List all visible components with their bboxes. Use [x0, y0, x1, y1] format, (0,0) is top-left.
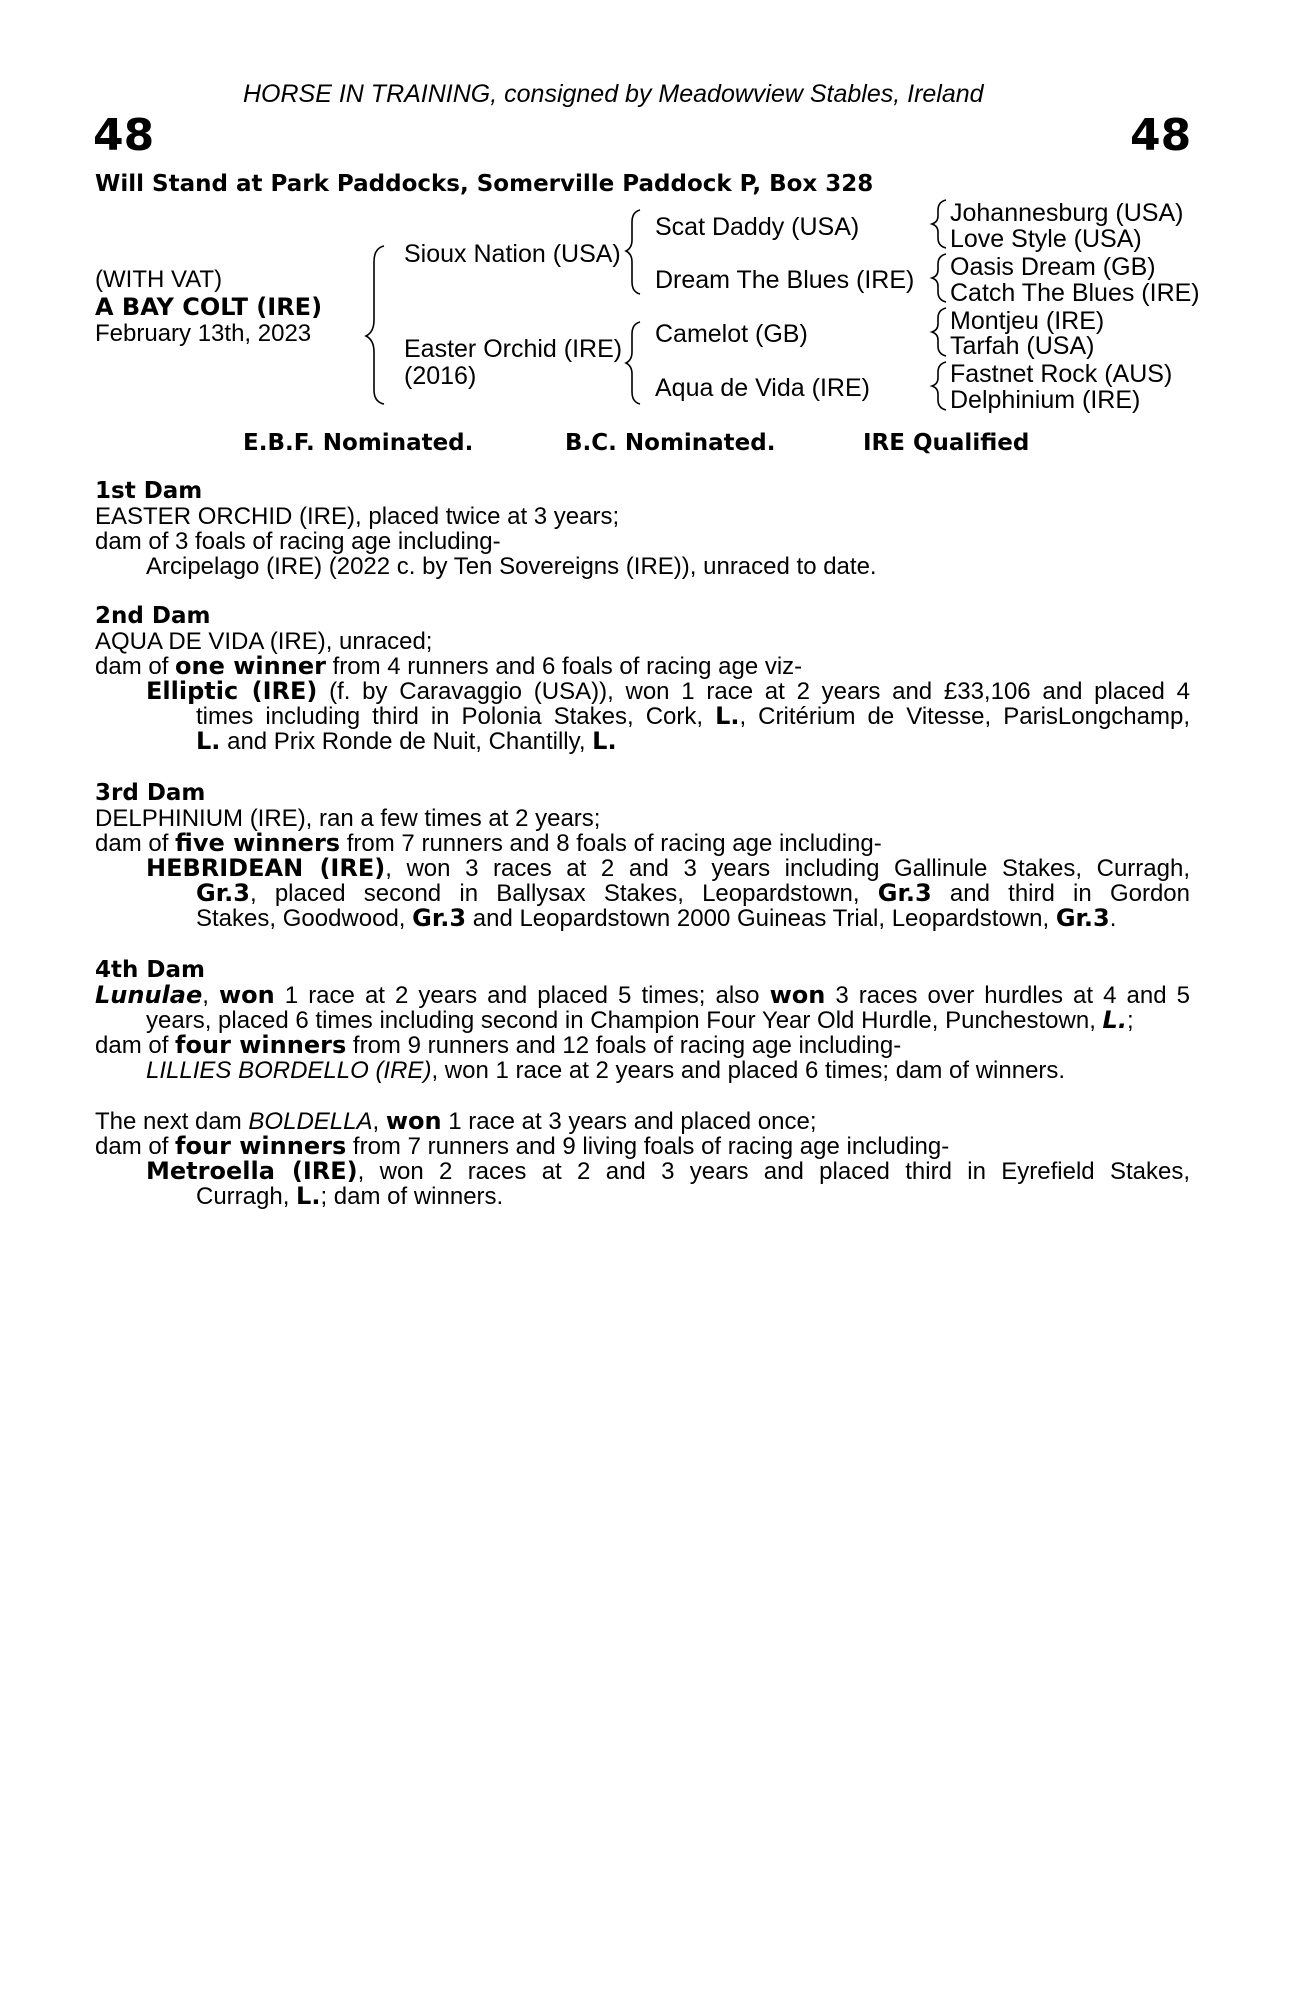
fourth-dam-section: [95, 957, 1190, 1083]
bc-nomination: B.C. Nominated.: [565, 430, 776, 456]
stand-location: Will Stand at Park Paddocks, Somerville Paddock P, Box 328: [95, 171, 874, 197]
ancestor-g3-7: Fastnet Rock (AUS): [950, 360, 1173, 388]
fourth-dam-produce-line: dam of four winners from 9 runners and 12 foals of racing age including-: [95, 1031, 902, 1059]
granddam-maternal: Aqua de Vida (IRE): [655, 374, 870, 402]
ire-qualified: IRE Qualified: [863, 430, 1030, 456]
second-dam-progeny: Elliptic (IRE) (f. by Caravaggio (USA)), won 1 race at 2 years and £33,106 and placed 4: [146, 677, 1190, 705]
ancestor-g3-3: Oasis Dream (GB): [950, 253, 1156, 281]
third-dam-section: [95, 780, 1190, 931]
catalogue-header: HORSE IN TRAINING, consigned by Meadowview Stables, Ireland: [243, 80, 984, 108]
ebf-nomination: E.B.F. Nominated.: [243, 430, 474, 456]
granddam-paternal: Dream The Blues (IRE): [655, 266, 915, 294]
next-dam-progeny: Metroella (IRE), won 2 races at 2 and 3 years and placed third in Eyrefield Stakes,: [146, 1157, 1191, 1185]
grandsire-paternal: Scat Daddy (USA): [655, 213, 860, 241]
first-dam-line: EASTER ORCHID (IRE), placed twice at 3 years;: [95, 503, 620, 530]
dam-year: (2016): [404, 362, 477, 390]
fourth-dam-line: Lunulae, won 1 race at 2 years and placed 5 times; also won 3 races over hurdles at 4 and 5: [95, 981, 1190, 1009]
dam-name: Easter Orchid (IRE): [404, 335, 623, 363]
fourth-dam-title: 4th Dam: [95, 957, 205, 983]
ancestor-g3-2: Love Style (USA): [950, 225, 1142, 253]
next-dam-produce-line: dam of four winners from 7 runners and 9 living foals of racing age including-: [95, 1132, 950, 1160]
third-dam-progeny-cont2: Stakes, Goodwood, Gr.3 and Leopardstown 2000 Guineas Trial, Leopardstown, Gr.3.: [196, 904, 1117, 932]
second-dam-progeny-cont2: L. and Prix Ronde de Nuit, Chantilly, L.: [196, 727, 617, 755]
foaling-date: February 13th, 2023: [95, 320, 312, 347]
lot-number-left: 48: [93, 110, 155, 161]
next-dam-line: The next dam BOLDELLA, won 1 race at 3 years and placed once;: [95, 1107, 817, 1135]
lot-number-right: 48: [1130, 110, 1192, 161]
second-dam-line: AQUA DE VIDA (IRE), unraced;: [95, 628, 433, 655]
horse-name: A BAY COLT (IRE): [95, 293, 323, 321]
third-dam-line: DELPHINIUM (IRE), ran a few times at 2 years;: [95, 805, 601, 832]
third-dam-produce-line: dam of five winners from 7 runners and 8 foals of racing age including-: [95, 829, 882, 857]
fourth-dam-progeny: LILLIES BORDELLO (IRE), won 1 race at 2 years and placed 6 times; dam of winners.: [146, 1057, 1066, 1084]
third-dam-progeny: HEBRIDEAN (IRE), won 3 races at 2 and 3 years including Gallinule Stakes, Curragh,: [146, 854, 1190, 882]
next-dam-section: [95, 1109, 1190, 1209]
first-dam-title: 1st Dam: [95, 478, 203, 504]
third-dam-title: 3rd Dam: [95, 780, 206, 806]
ancestor-g3-4: Catch The Blues (IRE): [950, 279, 1200, 307]
grandsire-maternal: Camelot (GB): [655, 320, 808, 348]
vat-note: (WITH VAT): [95, 266, 223, 293]
second-dam-section: [95, 603, 1190, 754]
first-dam-section: [95, 478, 1190, 579]
fourth-dam-line-cont: years, placed 6 times including second in Champion Four Year Old Hurdle, Punchestown, L.;: [146, 1006, 1134, 1034]
second-dam-title: 2nd Dam: [95, 603, 211, 629]
ancestor-g3-1: Johannesburg (USA): [950, 199, 1184, 227]
second-dam-progeny-cont1: times including third in Polonia Stakes, Cork, L., Critérium de Vitesse, ParisLongchamp,: [196, 702, 1190, 730]
second-dam-produce-line: dam of one winner from 4 runners and 6 foals of racing age viz-: [95, 652, 803, 680]
third-dam-progeny-cont1: Gr.3, placed second in Ballysax Stakes, Leopardstown, Gr.3 and third in Gordon: [196, 879, 1191, 907]
ancestor-g3-6: Tarfah (USA): [950, 332, 1095, 360]
first-dam-produce-line: dam of 3 foals of racing age including-: [95, 528, 501, 555]
ancestor-g3-5: Montjeu (IRE): [950, 307, 1105, 335]
first-dam-foal: Arcipelago (IRE) (2022 c. by Ten Sovereigns (IRE)), unraced to date.: [146, 553, 877, 580]
next-dam-progeny-cont: Curragh, L.; dam of winners.: [196, 1182, 504, 1210]
ancestor-g3-8: Delphinium (IRE): [950, 386, 1141, 414]
sire-name: Sioux Nation (USA): [404, 240, 621, 268]
